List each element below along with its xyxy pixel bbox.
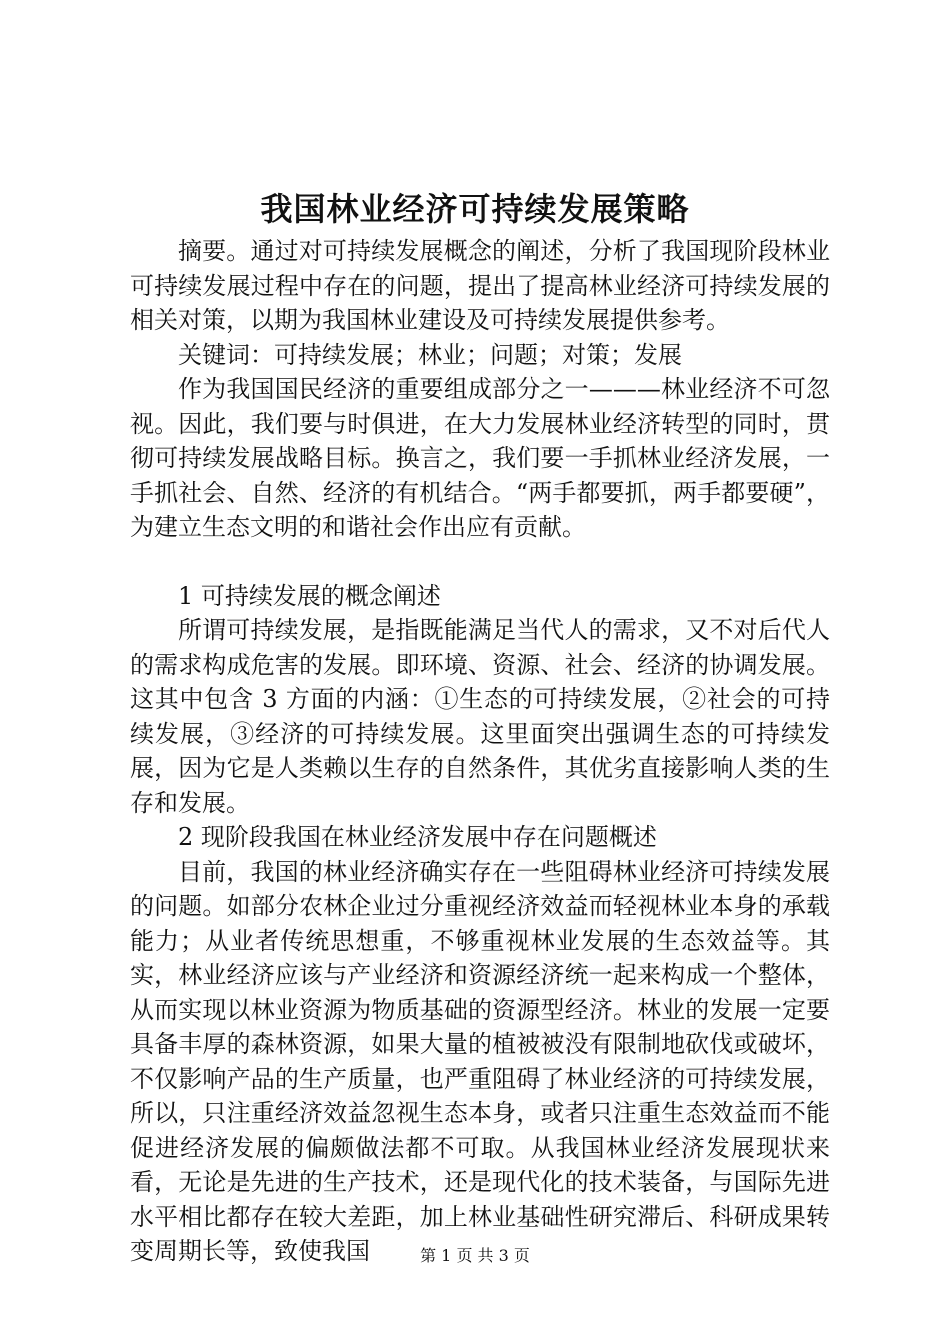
page-footer: 第 1 页 共 3 页: [420, 1246, 530, 1265]
section-2-paragraph: 目前，我国的林业经济确实存在一些阻碍林业经济可持续发展的问题。如部分农林企业过分重视经济效益而轻视林业本身的承载能力；从业者传统思想重，不够重视林业发展的生态效益等。其实，林业经济应该与产业经济和资源经济统一起来构成一个整体，从而实现以林业资源为物质基础的资源型经济。林业的发展一定要具备丰厚的森林资源，如果大量的植被被没有限制地砍伐或破坏，不仅影响产品的生产质量，也严重阻碍了林业经济的可持续发展，所以，只注重经济效益忽视生态本身，或者只注重生态效益而不能促进经济发展的偏颇做法都不可取。从我国林业经济发展现状来看，无论是先进的生产技术，还是现代化的技术装备，与国际先进水平相比都存在较大差距，加上林业基础性研究滞后、科研成果转变周期长等，致使我国: [130, 857, 830, 1265]
document-title: 我国林业经济可持续发展策略: [260, 190, 690, 228]
section-2-heading: 2 现阶段我国在林业经济发展中存在问题概述: [178, 823, 657, 851]
intro-paragraph: 作为我国国民经济的重要组成部分之一———林业经济不可忽视。因此，我们要与时俱进，在大力发展林业经济转型的同时，贯彻可持续发展战略目标。换言之，我们要一手抓林业经济发展，一手抓社会、自然、经济的有机结合。“两手都要抓，两手都要硬”，为建立生态文明的和谐社会作出应有贡献。: [130, 375, 830, 541]
section-1-heading: 1 可持续发展的概念阐述: [178, 581, 441, 610]
abstract-paragraph: 摘要。通过对可持续发展概念的阐述，分析了我国现阶段林业可持续发展过程中存在的问题，提出了提高林业经济可持续发展的相关对策，以期为我国林业建设及可持续发展提供参考。: [130, 237, 830, 334]
keywords-line: 关键词：可持续发展；林业；问题；对策；发展: [178, 340, 682, 369]
section-1-paragraph: 所谓可持续发展，是指既能满足当代人的需求，又不对后代人的需求构成危害的发展。即环境、资源、社会、经济的协调发展。这其中包含 3 方面的内涵：①生态的可持续发展，②社会的可持续发展，③经济的可持续发展。这里面突出强调生态的可持续发展，因为它是人类赖以生存的自然条件，其优劣直接影响人类的生存和发展。: [130, 616, 830, 817]
document-body: [130, 234, 830, 1269]
paragraph-spacer: [130, 545, 830, 579]
